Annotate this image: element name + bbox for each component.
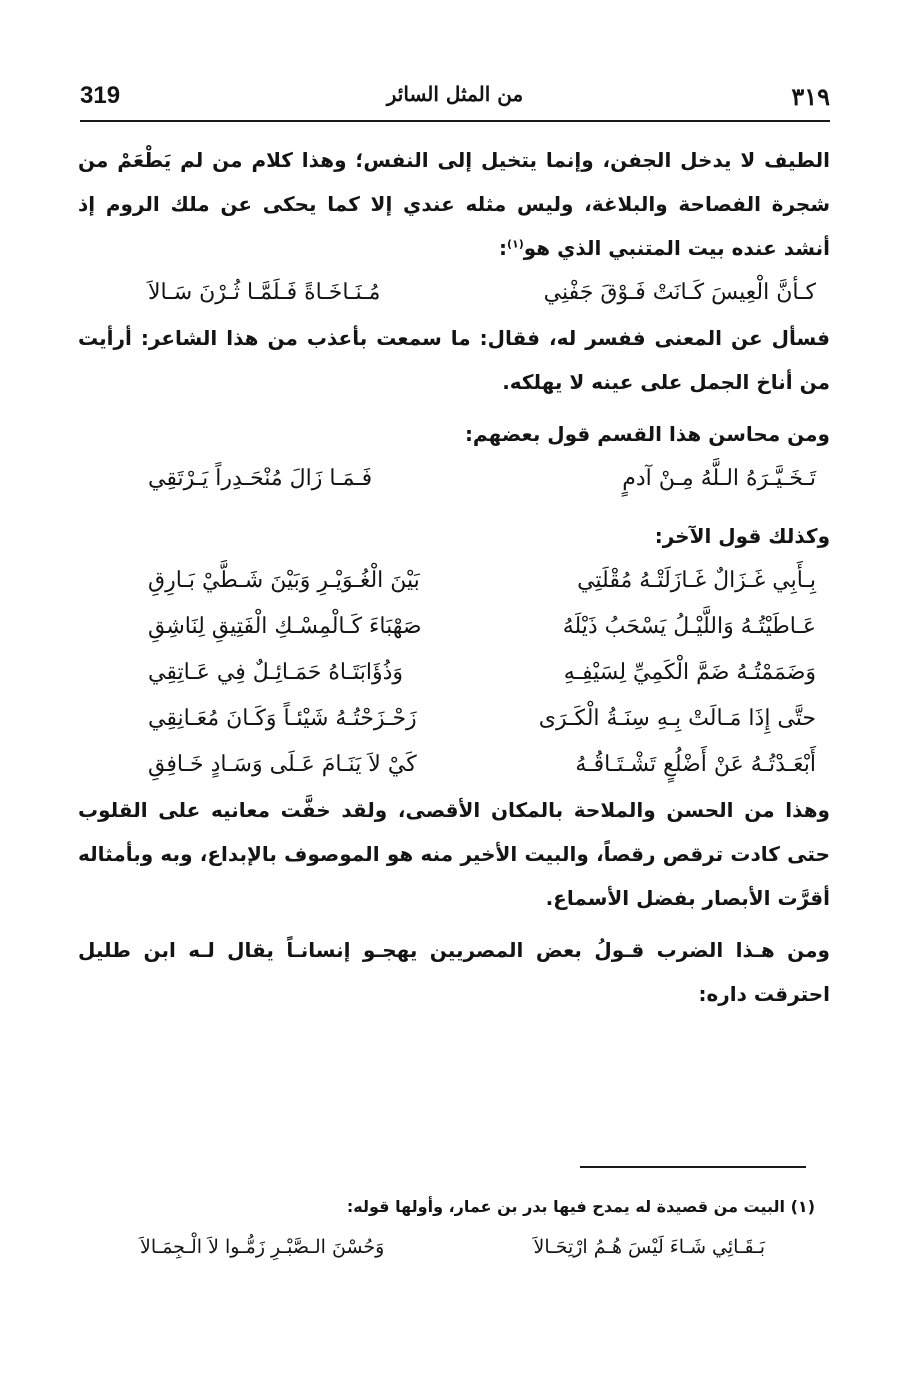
- paragraph: وكذلك قول الآخر:: [654, 524, 830, 548]
- poem-line: [78, 558, 830, 604]
- paragraph: فسأل عن المعنى ففسر له، فقال: ما سمعت بأعذب من هذا الشاعر: أرأيت من أناخ الجمل على عينه لا يهلكه.: [78, 326, 830, 394]
- running-title: من المثل السائر: [386, 82, 524, 106]
- verse-first-hemistich: بَـقَـائِي شَـاءَ لَيْسَ هُـمُ ارْتِحَـالاَ: [533, 1236, 765, 1258]
- paragraph: [78, 138, 830, 270]
- verse-first-hemistich: حتَّى إِذَا مَـالَتْ بِـهِ سِنَـةُ الْكَـرَى: [538, 706, 816, 731]
- page-header: [80, 82, 830, 118]
- verse-first-hemistich: بِـأَبِي غَـزَالٌ غَـازَلَتْـهُ مُقْلَتِي: [577, 568, 816, 593]
- paragraph-end: :: [498, 236, 507, 260]
- verse-second-hemistich: مُـنَـاخَـاةً فَـلَمَّـا ثُـرْنَ سَـالاَ: [148, 280, 381, 305]
- verse-first-hemistich: أَبْعَـدْتُـهُ عَنْ أَضْلُعٍ تَشْـتَـاقُـهُ: [575, 752, 816, 777]
- spacer: [78, 502, 830, 514]
- verse-second-hemistich: بَيْنَ الْغُـوَيْـرِ وَبَيْنَ شَـطَّيْ بَـارِقِ: [148, 568, 420, 593]
- verse-second-hemistich: زَحْـزَحْتُـهُ شَيْئـاً وَكَـانَ مُعَـانِقِي: [148, 706, 417, 731]
- verse-first-hemistich: كـأنَّ الْعِيسَ كَـانَتْ فَـوْقَ جَفْنِي: [543, 280, 816, 305]
- paragraph: وهذا من الحسن والملاحة بالمكان الأقصى، ولقد خفَّت معانيه على القلوب حتى كادت ترقص رقصاً، والبيت الأخير منه هو الموصوف بالإبداع، وبه وبأمثاله أقرَّت الأبصار بفضل الأسماع.: [78, 798, 830, 910]
- verse-second-hemistich: فَـمَـا زَالَ مُنْحَـدِراً يَـرْتَقِي: [148, 466, 373, 491]
- page-number-latin: 319: [80, 82, 121, 109]
- page-number-arabic: ٣١٩: [791, 82, 830, 111]
- paragraph: ومن هـذا الضرب قـولُ بعض المصريين يهجـو إنسانـاً يقال لـه ابن طليل احترقت داره:: [78, 938, 830, 1006]
- footnote-verse: [80, 1224, 815, 1270]
- verse-line: [78, 456, 830, 502]
- poem-line: [78, 650, 830, 696]
- paragraph: ومن محاسن هذا القسم قول بعضهم:: [464, 422, 830, 446]
- verse-first-hemistich: تَـخَـيَّـرَهُ الـلَّهُ مِـنْ آدمٍ: [622, 466, 816, 491]
- footnote: [80, 1190, 815, 1270]
- header-rule: [80, 120, 830, 122]
- verse-first-hemistich: عَـاطَيْتُـهُ وَاللَّيْـلُ يَسْحَبُ ذَيْلَهُ: [562, 614, 816, 639]
- footnote-marker: (١): [506, 237, 524, 251]
- footnote-text: (١) البيت من قصيدة له يمدح فيها بدر بن عمار، وأولها قوله:: [346, 1197, 815, 1216]
- verse-second-hemistich: وَحُسْنَ الـصَّبْـرِ زَمُّـوا لاَ الْـجِمَـالاَ: [140, 1236, 385, 1258]
- verse-first-hemistich: وَضَمَمْتُـهُ ضَمَّ الْكَمِيِّ لِسَيْفِـهِ: [563, 660, 816, 685]
- poem-line: [78, 604, 830, 650]
- poem-line: [78, 742, 830, 788]
- verse-second-hemistich: صَهْبَاءَ كَـالْمِسْـكِ الْفَتِيقِ لِنَاشِقِ: [148, 614, 422, 639]
- main-text: [78, 138, 830, 1016]
- footnote-rule: [580, 1166, 806, 1168]
- paragraph-text: الطيف لا يدخل الجفن، وإنما يتخيل إلى النفس؛ وهذا كلام من لم يَطْعَمْ من شجرة الفصاحة والبلاغة، وليس مثله عندي إلا كما يحكى عن ملك الروم إذ أنشد عنده بيت المتنبي الذي هو: [78, 148, 830, 260]
- verse-line: [78, 270, 830, 316]
- verse-second-hemistich: وَذُؤَابَتَـاهُ حَمَـائِـلٌ فِي عَـاتِقِي: [148, 660, 403, 685]
- poem-line: [78, 696, 830, 742]
- verse-second-hemistich: كَيْ لاَ يَنَـامَ عَـلَى وَسَـادٍ خَـافِقِ: [148, 752, 417, 777]
